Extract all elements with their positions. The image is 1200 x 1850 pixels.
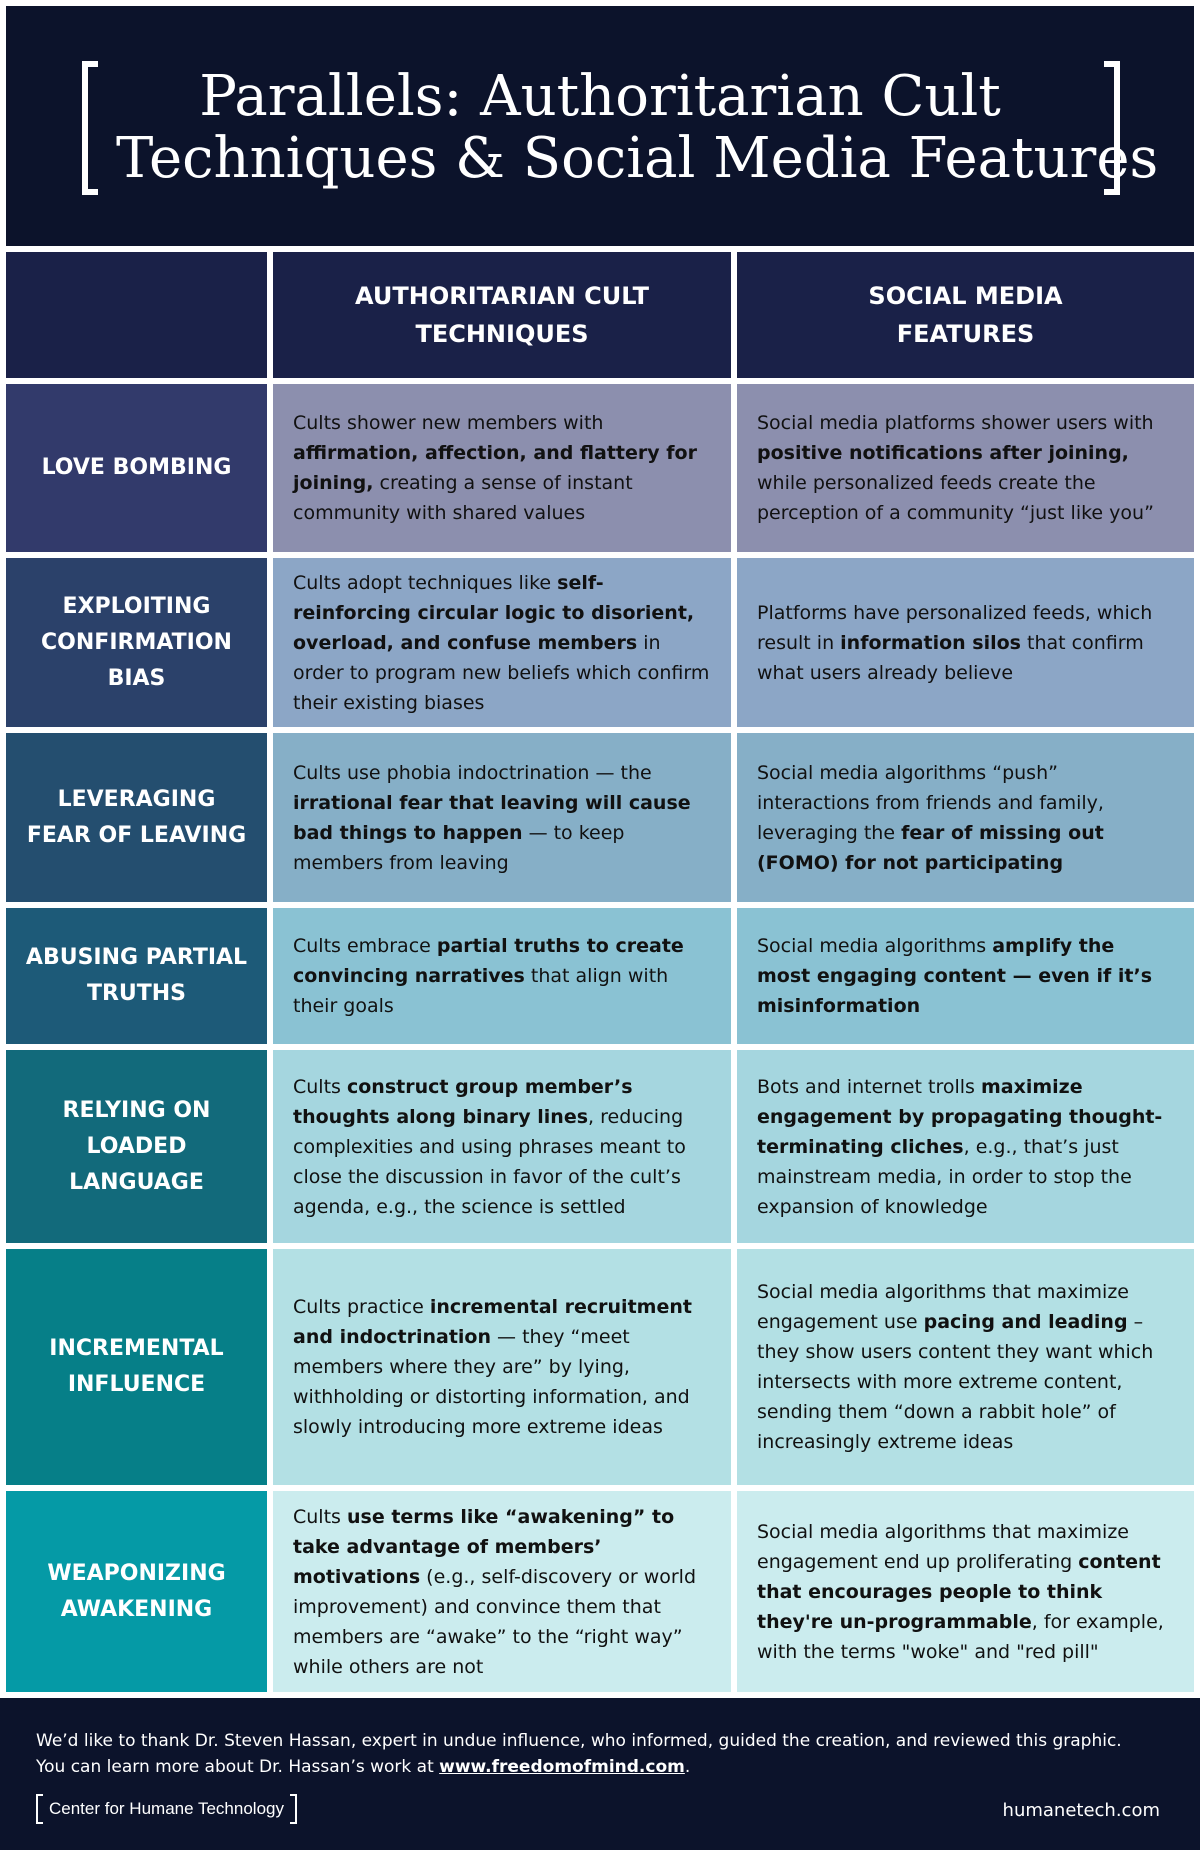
row-label: LEVERAGING FEAR OF LEAVING (6, 733, 267, 902)
cult-technique-cell (273, 1249, 731, 1485)
cell-paragraph (757, 598, 1174, 688)
cell-paragraph (293, 1292, 711, 1442)
body-text: Cults adopt techniques like (293, 571, 558, 594)
table-row (0, 558, 1200, 727)
body-text: (e.g., self-discovery or world improvement) and convince them that members are “awake” to the “right way” while others are not (293, 1565, 697, 1678)
cult-technique-cell (273, 1491, 731, 1692)
table-row (0, 1249, 1200, 1485)
cell-paragraph (293, 408, 711, 528)
body-text: , reducing complexities and using phrases meant to close the discussion in favor of the cult’s agenda, e.g., the science is settled (293, 1105, 686, 1218)
body-text: — to keep members from leaving (293, 821, 625, 874)
body-text: Platforms have personalized feeds, which result in (757, 601, 1153, 654)
cell-paragraph (293, 1072, 711, 1222)
cell-paragraph (293, 931, 711, 1021)
right-bracket-icon (1104, 61, 1120, 195)
row-label: LOVE BOMBING (6, 384, 267, 552)
cht-logo (36, 1794, 297, 1824)
acknowledgement-text (36, 1728, 1176, 1780)
row-label: EXPLOITING CONFIRMATION BIAS (6, 558, 267, 727)
acknowledgement-prefix: You can learn more about Dr. Hassan’s work at (36, 1757, 440, 1777)
column-header-line: FEATURES (896, 320, 1035, 348)
body-text: Social media algorithms that maximize engagement end up proliferating (757, 1520, 1129, 1573)
cell-paragraph (757, 758, 1174, 878)
body-text: Cults embrace (293, 935, 437, 957)
cult-technique-cell (273, 558, 731, 727)
cell-paragraph (293, 568, 711, 718)
body-text: – they show users content they want which intersects with more extreme content, sending them “down a rabbit hole” of increasingly extreme ideas (757, 1311, 1154, 1453)
emphasis-text: maximize engagement by propagating thought-terminating cliches (757, 1075, 1163, 1158)
body-text: — they “meet members where they are” by lying, withholding or distorting information, and slowly introducing more extreme ideas (293, 1326, 690, 1438)
emphasis-text: construct group member’s thoughts along binary lines (293, 1075, 633, 1128)
table-row (0, 1491, 1200, 1692)
emphasis-text: fear of missing out (FOMO) for not participating (757, 821, 1104, 874)
row-label: ABUSING PARTIAL TRUTHS (6, 908, 267, 1044)
acknowledgement-suffix: . (684, 1757, 691, 1777)
cell-paragraph (757, 1517, 1174, 1667)
row-label: INCREMENTAL INFLUENCE (6, 1249, 267, 1485)
social-media-feature-cell (737, 1050, 1194, 1243)
table-row (0, 908, 1200, 1044)
page-title (116, 64, 1159, 191)
body-text: Social media algorithms (757, 935, 993, 957)
column-header-cult (273, 252, 731, 378)
body-text: Social media platforms shower users with (757, 412, 1154, 434)
body-text: Cults practice (293, 1296, 430, 1318)
social-media-feature-cell (737, 1249, 1194, 1485)
cell-paragraph (757, 1277, 1174, 1457)
emphasis-text: affirmation, affection, and flattery for joining, (293, 442, 697, 494)
body-text: creating a sense of instant community with shared values (293, 472, 633, 524)
social-media-feature-cell (737, 558, 1194, 727)
logo-right-bracket-icon (290, 1794, 297, 1824)
body-text: that confirm what users already believe (757, 631, 1144, 684)
column-header-social (737, 252, 1194, 378)
column-header-line: TECHNIQUES (415, 320, 589, 348)
social-media-feature-cell (737, 733, 1194, 902)
header (6, 6, 1194, 246)
logo-left-bracket-icon (36, 1794, 43, 1824)
cult-technique-cell (273, 733, 731, 902)
emphasis-text: use terms like “awakening” to take advantage of members’ motivations (293, 1505, 675, 1588)
freedomofmind-link[interactable]: www.freedomofmind.com (439, 1757, 685, 1777)
table-row (0, 384, 1200, 552)
table-row (0, 733, 1200, 902)
emphasis-text: content that encourages people to think they're un-programmable (757, 1550, 1161, 1633)
empty-header-cell (6, 252, 267, 378)
title-line: Techniques & Social Media Features (116, 126, 1159, 191)
emphasis-text: amplify the most engaging content — even if it’s misinformation (757, 935, 1153, 1017)
body-text: in order to program new beliefs which confirm their existing biases (293, 631, 710, 714)
site-url[interactable]: humanetech.com (1002, 1800, 1160, 1821)
emphasis-text: partial truths to create convincing narratives (293, 935, 684, 987)
row-label: WEAPONIZING AWAKENING (6, 1491, 267, 1692)
left-bracket-icon (82, 61, 98, 195)
acknowledgement-line (36, 1754, 1176, 1780)
column-header-row (0, 252, 1200, 378)
logo-text: Center for Humane Technology (49, 1799, 284, 1818)
body-text: while personalized feeds create the perception of a community “just like you” (757, 472, 1154, 524)
emphasis-text: positive notifications after joining, (757, 442, 1129, 464)
cell-paragraph (293, 758, 711, 878)
cult-technique-cell (273, 908, 731, 1044)
emphasis-text: incremental recruitment and indoctrination (293, 1296, 692, 1348)
body-text: Social media algorithms that maximize engagement use (757, 1281, 1129, 1333)
cell-paragraph (757, 1072, 1174, 1222)
body-text: , for example, with the terms "woke" and "red pill" (757, 1610, 1164, 1663)
cult-technique-cell (273, 384, 731, 552)
body-text: Cults (293, 1075, 347, 1098)
acknowledgement-line: We’d like to thank Dr. Steven Hassan, expert in undue influence, who informed, guided the creation, and reviewed this graphic. (36, 1731, 1122, 1751)
emphasis-text: irrational fear that leaving will cause bad things to happen (293, 791, 691, 844)
cell-paragraph (757, 931, 1174, 1021)
body-text: that align with their goals (293, 965, 669, 1017)
table-row (0, 1050, 1200, 1243)
cult-technique-cell (273, 1050, 731, 1243)
social-media-feature-cell (737, 1491, 1194, 1692)
emphasis-text: self-reinforcing circular logic to disorient, overload, and confuse members (293, 571, 695, 654)
body-text: Bots and internet trolls (757, 1075, 981, 1098)
body-text: Cults use phobia indoctrination — the (293, 761, 652, 784)
body-text: Cults (293, 1505, 347, 1528)
title-line: Parallels: Authoritarian Cult (199, 64, 1001, 129)
social-media-feature-cell (737, 908, 1194, 1044)
cell-paragraph (293, 1502, 711, 1682)
cell-paragraph (757, 408, 1174, 528)
column-header-line: SOCIAL MEDIA (868, 282, 1063, 310)
column-header-line: AUTHORITARIAN CULT (355, 282, 649, 310)
row-label: RELYING ON LOADED LANGUAGE (6, 1050, 267, 1243)
body-text: Cults shower new members with (293, 412, 604, 434)
emphasis-text: information silos (840, 631, 1021, 654)
social-media-feature-cell (737, 384, 1194, 552)
emphasis-text: pacing and leading (923, 1311, 1128, 1333)
body-text: Social media algorithms “push” interactions from friends and family, leveraging the (757, 761, 1104, 844)
body-text: , e.g., that’s just mainstream media, in order to stop the expansion of knowledge (757, 1135, 1132, 1218)
footer (0, 1698, 1200, 1850)
